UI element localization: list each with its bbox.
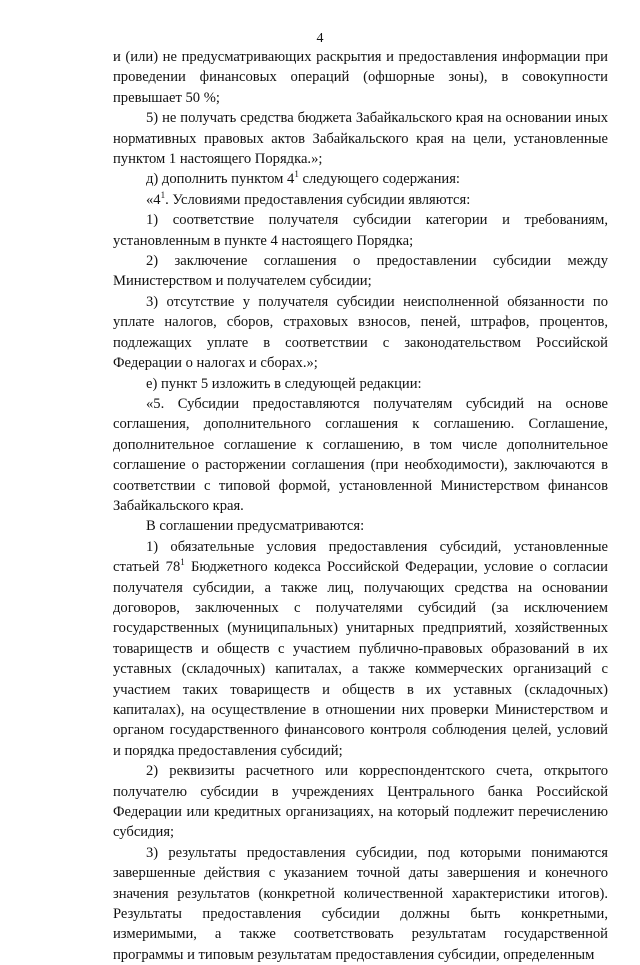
paragraph-agreement-item-2: 2) реквизиты расчетного или корреспондентского счета, открытого получателю субсидии в учреждениях Центрального банка Российской Федерации или кредитных организациях, на который подлежит перечислению субсидия;	[113, 763, 608, 841]
paragraph-agreement-item-3: 3) результаты предоставления субсидии, под которыми понимаются завершенные действия с указанием точной даты завершения и конечного значения результатов (конкретной количественной характеристики итогов). Результаты предоставления субсидии должны быть конкретными, измеримыми, а также соответствовать результатам государственной программы и типовым результатам предоставления субсидии, определенным	[113, 844, 608, 963]
paragraph-clause-4-1: «$4^1$. Условиями предоставления субсидии являются:	[146, 189, 471, 208]
document-body	[113, 47, 608, 965]
paragraph-condition-2: 2) заключение соглашения о предоставлении субсидии между Министерством и получателем субсидии;	[113, 253, 608, 290]
paragraph-offshore-continuation: и (или) не предусматривающих раскрытия и предоставления информации при проведении финансовых операций (офшорные зоны), в совокупности превышает 50 %;	[113, 49, 608, 106]
paragraph-item-5-budget: 5) не получать средства бюджета Забайкальского края на основании иных нормативных правовых актов Забайкальского края на цели, установленные пунктом 1 настоящего Порядка.»;	[113, 110, 608, 168]
superscript: 1	[294, 169, 299, 180]
paragraph-amendment-e: е) пункт 5 изложить в следующей редакции:	[146, 375, 422, 392]
superscript: 1	[160, 189, 166, 200]
page-number: 4	[316, 31, 324, 46]
paragraph-condition-1: 1) соответствие получателя субсидии категории и требованиям, установленным в пункте 4 настоящего Порядка;	[113, 212, 608, 249]
paragraph-amendment-d: д) дополнить пунктом $4^1$ следующего содержания:	[146, 169, 460, 188]
paragraph-agreement-item-1: 1) обязательные условия предоставления субсидий, установленные статьей $78^1$ Бюджетного кодекса Российской Федерации, условие о согласии получателя субсидии, а также лиц, получающих средства на основании договоров, заключенных с получателями субсидий (за исключением государственных (муниципальных) унитарных предприятий, хозяйственных товариществ и обществ с участием публично-правовых образований в их уставных (складочных) капиталах, а также коммерческих организаций с участием таких товариществ и обществ в их уставных (складочных) капиталах), на осуществление в отношении них проверки Министерством и органом государственного финансового контроля соблюдения целей, условий и порядка предоставления субсидий;	[113, 538, 608, 759]
paragraph-clause-5: «5. Субсидии предоставляются получателям субсидий на основе соглашения, дополнительного соглашения к соглашению. Соглашение, дополнительное соглашение к соглашению, в том числе дополнительное соглашение о расторжении соглашения (при необходимости), заключаются в соответствии с типовой формой, установленной Министерством финансов Забайкальского края.	[113, 395, 608, 514]
paragraph-agreement-intro: В соглашении предусматриваются:	[146, 518, 365, 535]
superscript: 1	[180, 557, 185, 568]
paragraph-condition-3: 3) отсутствие у получателя субсидии неисполненной обязанности по уплате налогов, сборов, страховых взносов, пеней, штрафов, процентов, подлежащих уплате в соответствии с законодательством Российской Федерации о налогах и сборах.»;	[113, 293, 608, 372]
